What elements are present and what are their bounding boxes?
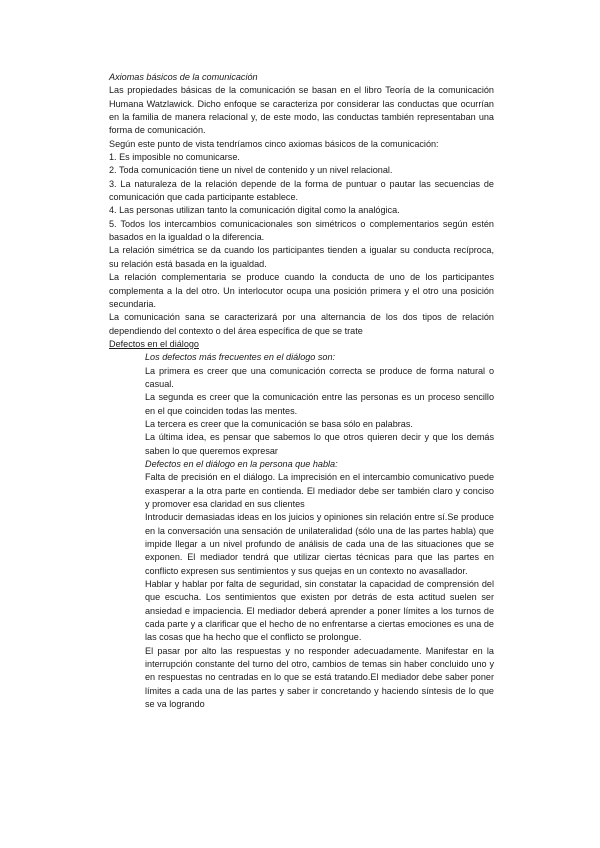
- frequent-defect-item: La última idea, es pensar que sabemos lo que otros quieren decir y que los demás saben lo que queremos expresar: [145, 432, 494, 456]
- axiom-item: 2. Toda comunicación tiene un nivel de contenido y un nivel relacional.: [109, 165, 393, 176]
- intro-paragraph: Las propiedades básicas de la comunicación se basan en el libro Teoría de la comunicación Humana Watzlawick. Dicho enfoque se caracteriza por considerar las conductas que ocurrían en la familia de manera relacional y, de este modo, las conductas también representaban una forma de comunicación.: [109, 85, 494, 136]
- defects-heading: Defectos en el diálogo: [109, 338, 199, 349]
- complementary-paragraph: La relación complementaria se produce cuando la conducta de uno de los participantes complementa a la del otro. Un interlocutor ocupa una posición primera y el otro una posición secundaria.: [109, 272, 494, 309]
- speaker-defect-item: Hablar y hablar por falta de seguridad, sin constatar la capacidad de comprensión del que escucha. Los sentimientos que existen por detrás de esta actitud suelen ser ansiedad e impaciencia. El mediador deberá aprender a poner límites a los turnos de cada parte y a clarificar que el hecho de no enfrentarse a ciertas emociones es una de las cosas que ha hecho que el conflicto se prolongue.: [145, 579, 494, 643]
- speaker-defect-item: El pasar por alto las respuestas y no responder adecuadamente. Manifestar en la interrupción constante del turno del otro, cambios de temas sin haber concluido uno y en respuestas no centradas en lo que se está tratando.El mediador debe saber poner límites a cada una de las partes y saber ir concretando y haciendo síntesis de lo que se va logrando: [145, 645, 494, 710]
- frequent-defect-item: La primera es creer que una comunicación correcta se produce de forma natural o casual.: [145, 365, 494, 389]
- axiom-item: 1. Es imposible no comunicarse.: [109, 152, 240, 163]
- document-title: Axiomas básicos de la comunicación: [109, 72, 258, 82]
- frequent-defect-item: La tercera es creer que la comunicación se basa sólo en palabras.: [145, 418, 413, 429]
- frequent-defects-heading: Los defectos más frecuentes en el diálogo son:: [145, 352, 336, 363]
- document-body: [109, 71, 494, 712]
- healthy-communication-paragraph: La comunicación sana se caracterizará por una alternancia de los dos tipos de relación dependiendo del contexto o del área específica de que se trate: [109, 312, 494, 336]
- axioms-lead: Según este punto de vista tendríamos cinco axiomas básicos de la comunicación:: [109, 138, 439, 149]
- symmetric-paragraph: La relación simétrica se da cuando los participantes tienden a igualar su conducta recíproca, su relación está basada en la igualdad.: [109, 245, 494, 269]
- speaker-defect-item: Introducir demasiadas ideas en los juicios y opiniones sin relación entre sí.Se produce en la conversación una sensación de unilateralidad (sólo una de las partes habla) que impide llegar a un nivel profundo de análisis de cada una de las situaciones que se exponen. El mediador tendrá que utilizar ciertas técnicas para que las partes en conflicto expresen sus sentimientos y sus quejas en un contexto no avasallador.: [145, 512, 494, 576]
- frequent-defect-item: La segunda es creer que la comunicación entre las personas es un proceso sencillo en el que coinciden todas las mentes.: [145, 392, 494, 416]
- axiom-item: 3. La naturaleza de la relación depende de la forma de puntuar o pautar las secuencias de comunicación que cada participante establece.: [109, 178, 494, 203]
- axiom-item: 4. Las personas utilizan tanto la comunicación digital como la analógica.: [109, 205, 400, 216]
- speaker-defects-heading: Defectos en el diálogo en la persona que habla:: [145, 458, 338, 469]
- axiom-item: 5. Todos los intercambios comunicacionales son simétricos o complementarios según estén basados en la igualdad o la diferencia.: [109, 218, 494, 243]
- speaker-defect-item: Falta de precisión en el diálogo. La imprecisión en el intercambio comunicativo puede exasperar a la otra parte en contienda. El mediador debe ser también claro y conciso y promover esa claridad en sus clientes: [145, 472, 494, 509]
